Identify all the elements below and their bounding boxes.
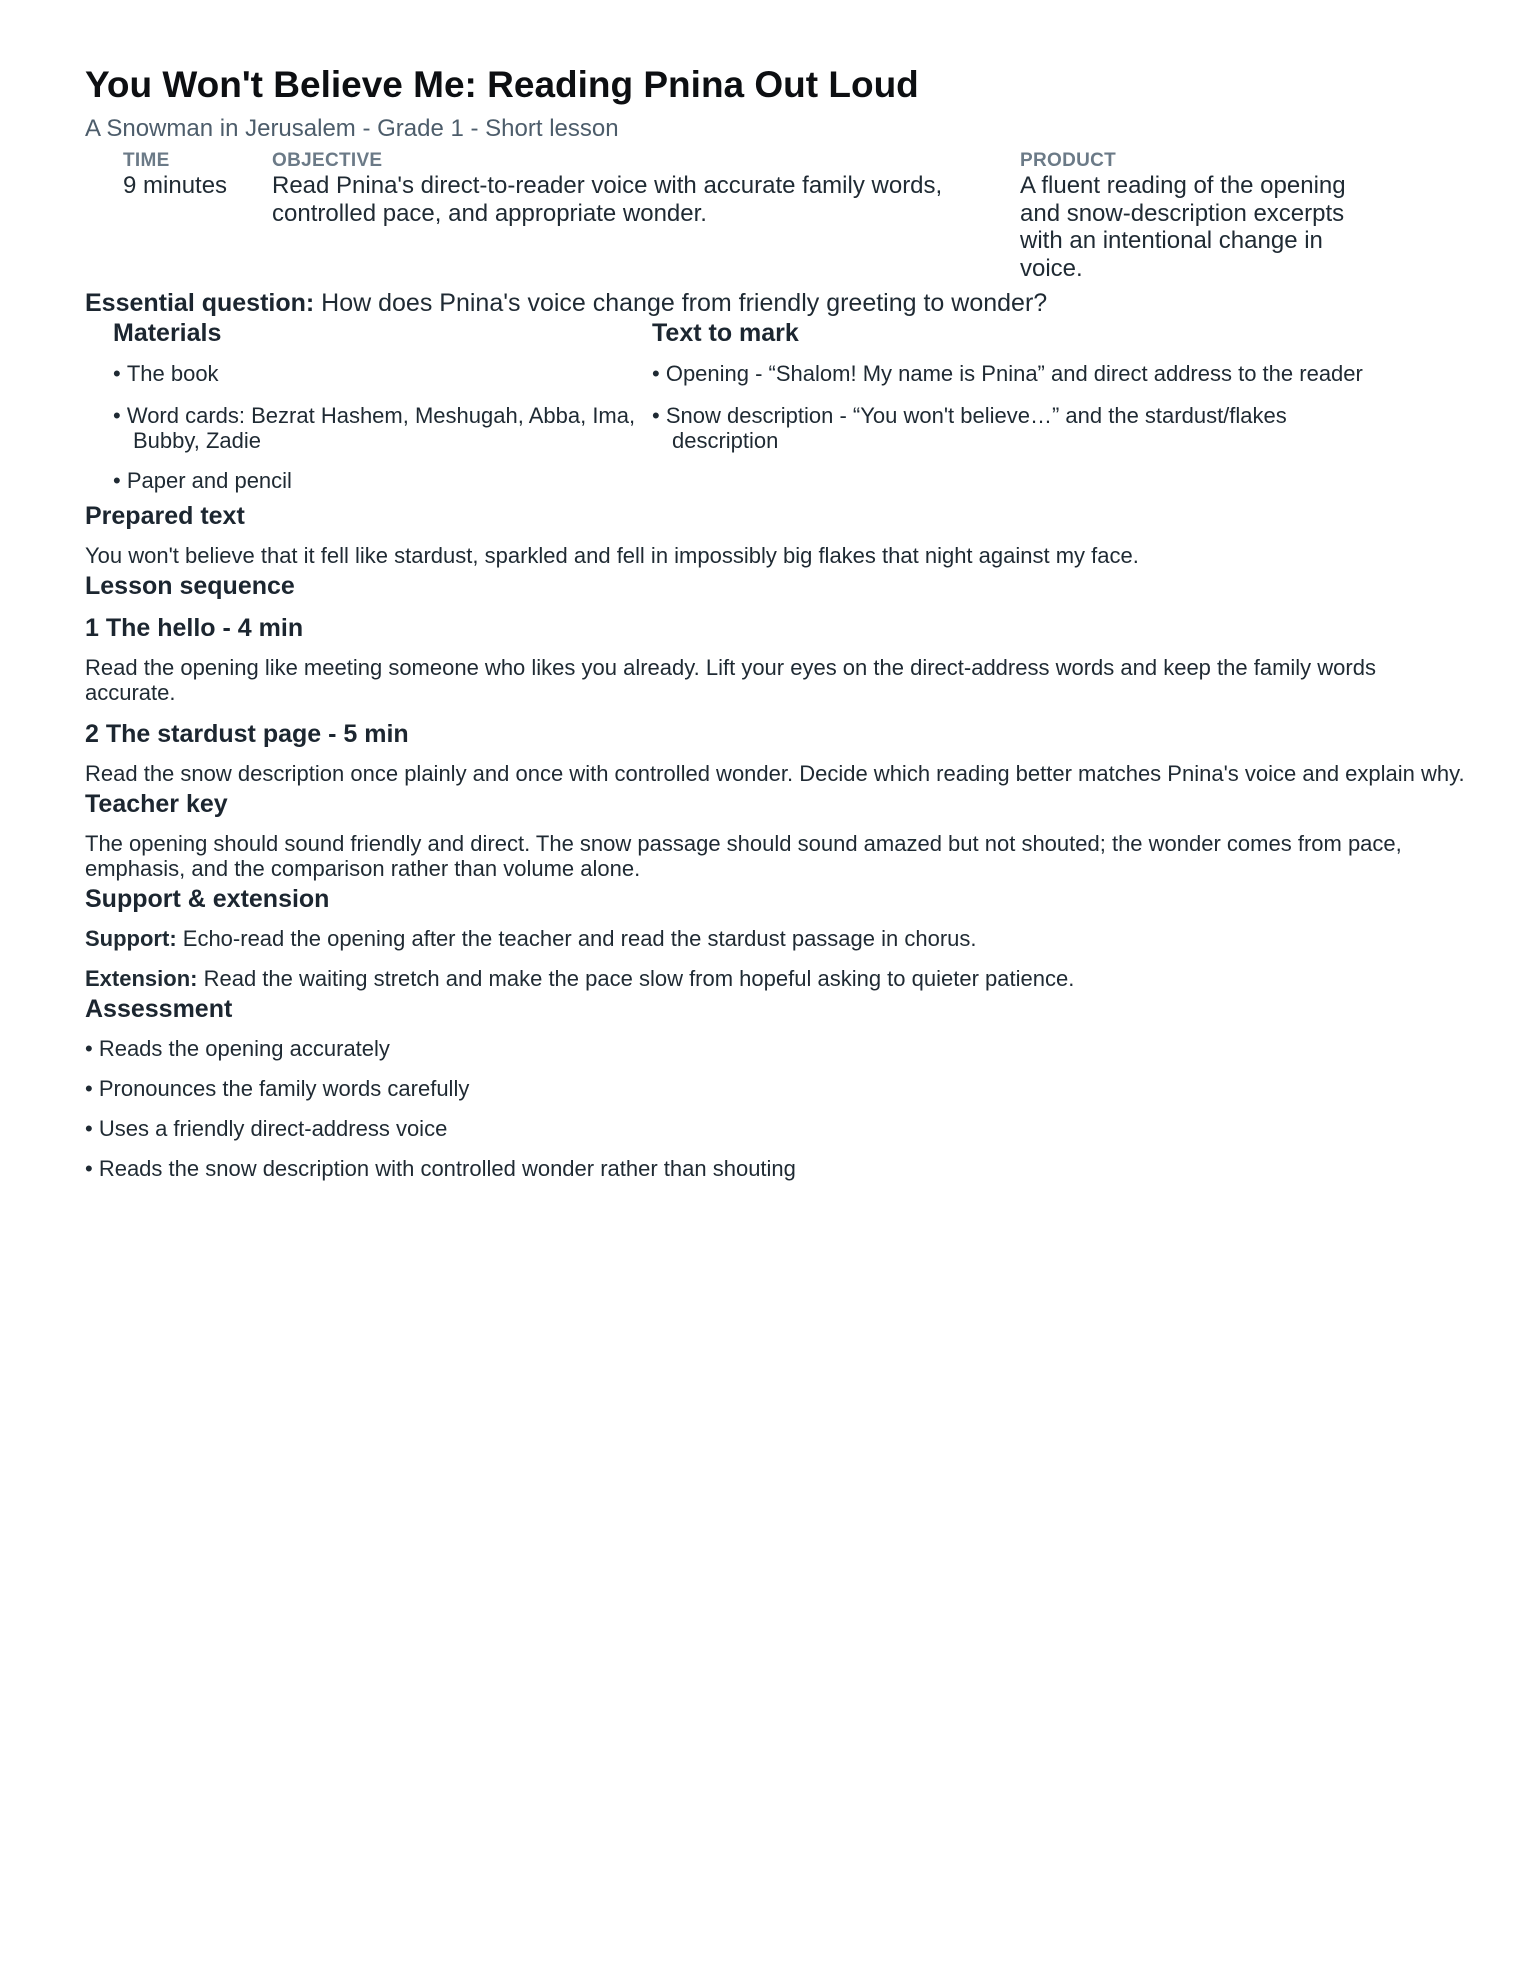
assessment-heading: Assessment — [85, 995, 233, 1023]
materials-item: • Paper and pencil — [113, 468, 653, 493]
objective-block — [272, 150, 992, 227]
materials-section — [113, 318, 653, 493]
teacher-key-heading: Teacher key — [85, 790, 228, 818]
teacher-key-body: The opening should sound friendly and direct. The snow passage should sound amazed but not shouted; the wonder comes from pace, emphasis, and the comparison rather than volume alone. — [85, 831, 1402, 881]
assessment-item: • Uses a friendly direct-address voice — [85, 1116, 1465, 1141]
support-label: Support: — [85, 926, 177, 951]
prepared-text-body: You won't believe that it fell like stardust, sparkled and fell in impossibly big flakes that night against my face. — [85, 543, 1139, 568]
step-title: 1 The hello - 4 min — [85, 614, 304, 642]
objective-label: OBJECTIVE — [272, 150, 383, 171]
step-title: 2 The stardust page - 5 min — [85, 720, 409, 748]
essential-question — [85, 288, 1465, 318]
materials-and-text-to-mark — [85, 318, 1465, 501]
page-subtitle: A Snowman in Jerusalem - Grade 1 - Short lesson — [85, 115, 619, 142]
assessment-item: • Pronounces the family words carefully — [85, 1076, 1465, 1101]
text-to-mark-item: • Opening - “Shalom! My name is Pnina” and direct address to the reader — [652, 361, 1452, 386]
assessment-item: • Reads the snow description with controlled wonder rather than shouting — [85, 1156, 1465, 1181]
lesson-page — [85, 62, 1465, 1181]
step-text: Read the opening like meeting someone who likes you already. Lift your eyes on the direct-address words and keep the family words accurate. — [85, 655, 1376, 705]
page-title: You Won't Believe Me: Reading Pnina Out Loud — [85, 64, 919, 105]
prepared-text-heading: Prepared text — [85, 502, 245, 530]
product-value: A fluent reading of the opening and snow-description excerpts with an intentional change in voice. — [1020, 172, 1346, 282]
support-text: Echo-read the opening after the teacher and read the stardust passage in chorus. — [176, 926, 977, 951]
time-block — [123, 150, 253, 200]
text-to-mark-item: • Snow description - “You won't believe…” and the stardust/flakes description — [652, 403, 1362, 453]
extension-text: Read the waiting stretch and make the pace slow from hopeful asking to quieter patience. — [197, 966, 1075, 991]
product-label: PRODUCT — [1020, 150, 1117, 171]
meta-row — [85, 150, 1465, 288]
text-to-mark-heading: Text to mark — [652, 319, 799, 347]
text-to-mark-section — [652, 318, 1452, 453]
assessment-item: • Reads the opening accurately — [85, 1036, 1465, 1061]
essential-question-text: How does Pnina's voice change from friendly greeting to wonder? — [314, 289, 1048, 317]
time-label: TIME — [123, 150, 170, 171]
extension-line — [85, 966, 1465, 991]
time-value: 9 minutes — [123, 172, 228, 199]
extension-label: Extension: — [85, 966, 198, 991]
product-block — [1020, 150, 1380, 282]
materials-item: • Word cards: Bezrat Hashem, Meshugah, Abba, Ima, Bubby, Zadie — [113, 403, 653, 453]
support-line — [85, 926, 1465, 951]
step-text: Read the snow description once plainly and once with controlled wonder. Decide which reading better matches Pnina's voice and explain why. — [85, 761, 1465, 786]
materials-item: • The book — [113, 361, 653, 386]
objective-value: Read Pnina's direct-to-reader voice with accurate family words, controlled pace, and appropriate wonder. — [272, 172, 943, 227]
materials-heading: Materials — [113, 319, 222, 347]
essential-question-label: Essential question: — [85, 289, 315, 317]
lesson-sequence-heading: Lesson sequence — [85, 572, 295, 600]
support-extension-heading: Support & extension — [85, 885, 330, 913]
